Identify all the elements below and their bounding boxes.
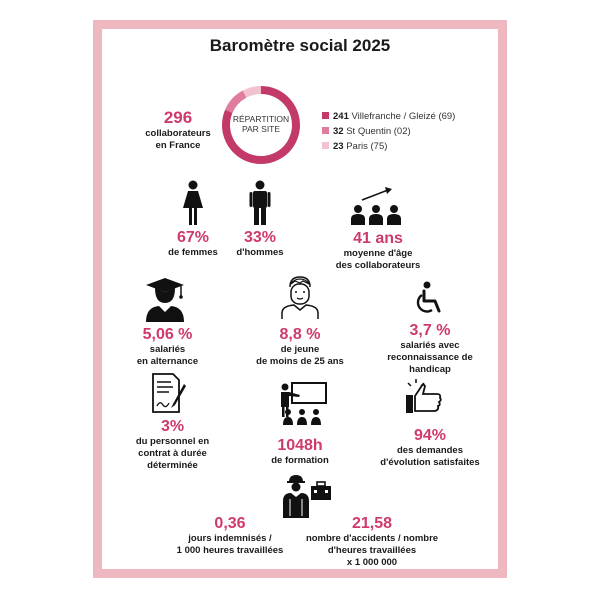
training-label: de formation	[271, 455, 329, 466]
age-label-1: moyenne d'âge	[343, 248, 413, 259]
donut-segment-paris	[245, 90, 261, 94]
fixed-term-block	[125, 418, 220, 472]
contract-icon	[151, 372, 187, 414]
worker-toolbox-icon	[281, 474, 333, 518]
legend-item-paris	[322, 141, 387, 152]
woman-icon	[181, 180, 205, 226]
women-label: de femmes	[168, 247, 218, 258]
apprentices-value: 5,06 %	[142, 326, 193, 343]
disability-label-1: salariés avec	[400, 340, 460, 351]
legend-item-villefranche	[322, 111, 455, 122]
apprentices-label-1: salariés	[149, 344, 186, 355]
frequency-label-2: d'heures travaillées	[327, 545, 417, 556]
site-donut-chart	[220, 84, 302, 166]
donut-segment-stquentin	[229, 94, 245, 111]
mobility-label-2: d'évolution satisfaites	[380, 457, 480, 468]
disability-block	[382, 322, 478, 376]
thumbs-up-icon	[404, 377, 444, 417]
youth-block	[248, 326, 352, 368]
legend-count-stquentin: 32	[333, 126, 344, 137]
women-block	[158, 229, 228, 259]
mobility-block	[372, 427, 488, 469]
severity-label-1: jours indemnisés /	[188, 533, 272, 544]
legend-count-villefranche: 241	[333, 111, 349, 122]
fixed-term-label-3: déterminée	[147, 460, 198, 471]
graduate-icon	[142, 276, 188, 322]
page-title: Baromètre social 2025	[209, 36, 391, 55]
youth-value: 8,8 %	[279, 326, 321, 343]
frequency-block	[302, 515, 442, 569]
mobility-value: 94%	[413, 427, 447, 444]
fixed-term-value: 3%	[160, 418, 185, 435]
severity-label-2: 1 000 heures travaillées	[176, 545, 284, 556]
disability-value: 3,7 %	[409, 322, 451, 339]
fixed-term-label-2: contrat à durée	[138, 448, 207, 459]
fixed-term-label-1: du personnel en	[135, 436, 210, 447]
headcount-label-1: collaborateurs	[145, 128, 211, 139]
men-label: d'hommes	[236, 247, 284, 258]
age-label-2: des collaborateurs	[335, 260, 421, 271]
severity-block	[170, 515, 290, 557]
mobility-label-1: des demandes	[397, 445, 463, 456]
group-growth-icon	[348, 184, 404, 226]
men-value: 33%	[243, 229, 277, 246]
headcount-block	[130, 108, 226, 152]
youth-label-1: de jeune	[280, 344, 320, 355]
age-value: 41 ans	[353, 230, 403, 247]
legend-swatch-paris	[322, 142, 329, 149]
training-icon	[276, 381, 328, 427]
legend-swatch-villefranche	[322, 112, 329, 119]
youth-label-2: de moins de 25 ans	[256, 356, 344, 367]
donut-center-line2: PAR SITE	[241, 124, 281, 134]
disability-label-2: reconnaissance de	[387, 352, 473, 363]
frequency-label-1: nombre d'accidents / nombre	[305, 533, 439, 544]
legend-item-stquentin	[322, 126, 411, 137]
headcount-label-2: en France	[155, 140, 201, 151]
legend-site-paris: Paris (75)	[346, 141, 388, 152]
accessibility-icon	[415, 281, 445, 315]
age-block	[318, 230, 438, 272]
headcount-value: 296	[163, 108, 193, 127]
disability-label-3: handicap	[409, 364, 451, 375]
severity-value: 0,36	[214, 515, 246, 532]
women-value: 67%	[176, 229, 210, 246]
apprentices-block	[125, 326, 210, 368]
man-icon	[248, 180, 272, 226]
legend-site-villefranche: Villefranche / Gleizé (69)	[351, 111, 456, 122]
men-block	[225, 229, 295, 259]
apprentices-label-2: en alternance	[136, 356, 199, 367]
legend-count-paris: 23	[333, 141, 344, 152]
legend-site-stquentin: St Quentin (02)	[346, 126, 411, 137]
frequency-value: 21,58	[351, 515, 393, 532]
training-block	[255, 437, 345, 467]
legend-swatch-stquentin	[322, 127, 329, 134]
young-person-icon	[280, 275, 320, 319]
donut-center-line1: RÉPARTITION	[232, 114, 290, 124]
training-value: 1048h	[277, 437, 323, 454]
frequency-label-3: x 1 000 000	[346, 557, 398, 568]
